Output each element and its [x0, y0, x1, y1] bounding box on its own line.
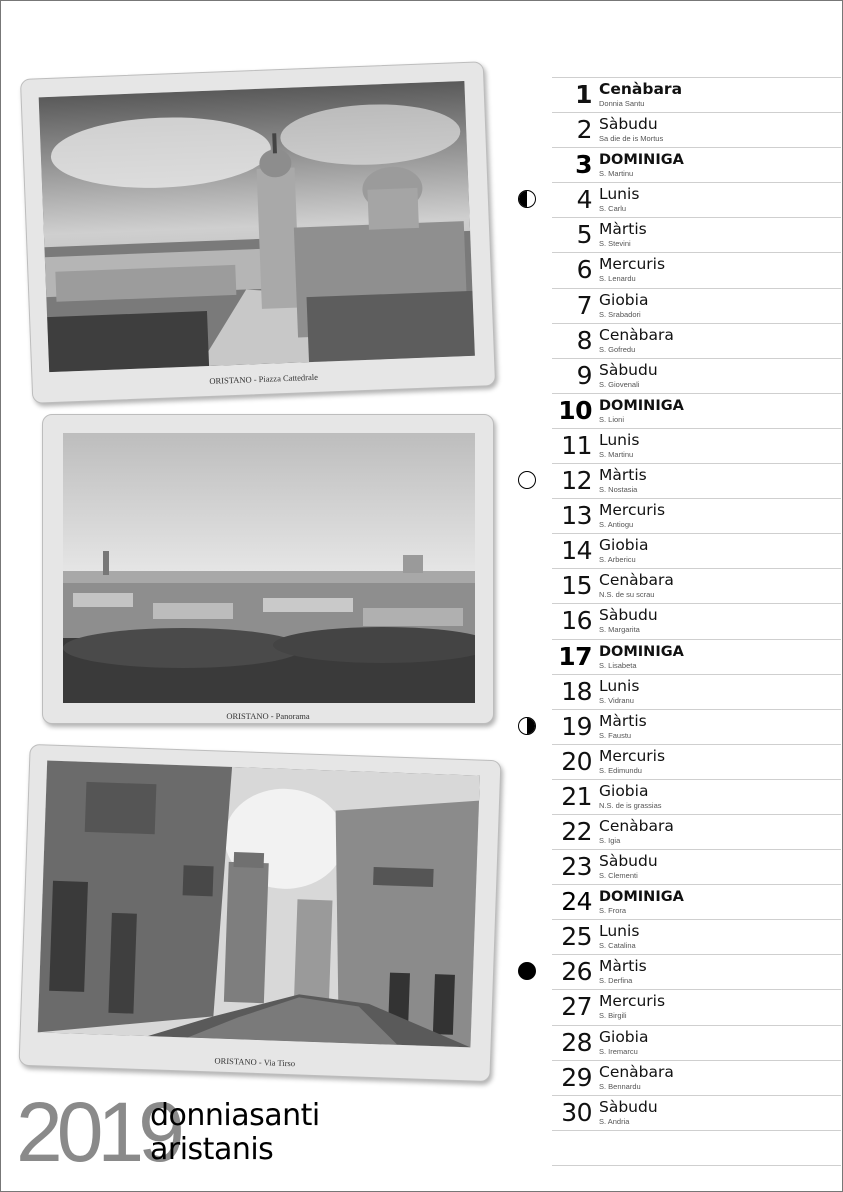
saint-name: S. Srabadori: [599, 309, 641, 319]
day-row: [552, 359, 841, 394]
saint-name: S. Lenardu: [599, 274, 636, 284]
saint-name: S. Margarita: [599, 625, 640, 635]
weekday-name: Giobia: [599, 536, 649, 555]
day-row: [552, 253, 841, 288]
saint-name: S. Giovenali: [599, 379, 640, 389]
day-row: [552, 920, 841, 955]
weekday-name: Sàbudu: [599, 115, 658, 134]
day-row: [552, 675, 841, 710]
day-number: 18: [561, 676, 592, 706]
weekday-name: DOMINIGA: [599, 152, 684, 169]
day-row: [552, 464, 841, 499]
weekday-name: Sàbudu: [599, 606, 658, 625]
saint-name: S. Carlu: [599, 204, 627, 214]
day-row: [552, 394, 841, 429]
day-row: [552, 780, 841, 815]
weekday-name: Cenàbara: [599, 571, 674, 590]
saint-name: N.S. de is grassias: [599, 800, 662, 810]
day-row: [552, 148, 841, 183]
saint-name: S. Derfina: [599, 976, 633, 986]
day-row: [552, 183, 841, 218]
day-row: [552, 78, 841, 113]
calendar-title-line1: donniasanti: [150, 1098, 320, 1133]
saint-name: Donnia Santu: [599, 99, 645, 108]
day-number: 24: [561, 887, 592, 917]
saint-name: S. Andria: [599, 1116, 630, 1126]
photo-panorama: [42, 414, 494, 724]
day-row: [552, 850, 841, 885]
day-number: 25: [561, 922, 592, 952]
day-number: 4: [576, 185, 592, 215]
saint-name: S. Igia: [599, 835, 621, 845]
photo-via-tirso: [19, 744, 502, 1082]
divider: [552, 1131, 841, 1166]
saint-name: S. Lisabeta: [599, 660, 637, 670]
weekday-name: Cenàbara: [599, 816, 674, 835]
day-number: 15: [561, 571, 592, 601]
day-row: [552, 499, 841, 534]
weekday-name: Màrtis: [599, 220, 647, 239]
weekday-name: Lunis: [599, 430, 640, 449]
day-row: [552, 604, 841, 639]
day-number: 3: [575, 150, 592, 180]
day-number: 28: [561, 1027, 592, 1057]
photo-image: [39, 81, 475, 372]
day-row: [552, 990, 841, 1025]
calendar-title-line2: aristanis: [150, 1132, 274, 1167]
day-number: 14: [561, 536, 592, 566]
saint-name: S. Edimundu: [599, 765, 642, 775]
photo-image: [63, 433, 475, 703]
day-row: [552, 885, 841, 920]
weekday-name: Lunis: [599, 676, 640, 695]
day-number: 10: [558, 395, 592, 425]
day-row: [552, 955, 841, 990]
day-number: 9: [576, 360, 592, 390]
weekday-name: Màrtis: [599, 466, 647, 485]
day-number: 6: [576, 255, 592, 285]
saint-name: S. Frora: [599, 906, 627, 916]
weekday-name: Cenàbara: [599, 325, 674, 344]
saint-name: S. Nostasia: [599, 485, 638, 495]
day-list: [552, 77, 841, 1166]
day-number: 13: [561, 501, 592, 531]
photo-caption: ORISTANO - Piazza Cattedrale: [209, 371, 319, 386]
calendar-year: 2019: [16, 1085, 179, 1179]
day-row: [552, 324, 841, 359]
day-number: 26: [561, 957, 592, 987]
day-row: [552, 534, 841, 569]
day-row: [552, 1096, 841, 1131]
day-number: 16: [561, 606, 592, 636]
saint-name: S. Arbericu: [599, 555, 636, 565]
weekday-name: Giobia: [599, 290, 649, 309]
day-row: [552, 1026, 841, 1061]
day-row: [552, 1061, 841, 1096]
last-quarter-icon: [518, 717, 536, 735]
saint-name: S. Martinu: [599, 169, 634, 179]
day-row: [552, 569, 841, 604]
day-number: 5: [576, 220, 592, 250]
saint-name: S. Iremarcu: [599, 1046, 638, 1056]
day-number: 17: [558, 641, 592, 671]
weekday-name: Cenàbara: [599, 1062, 674, 1081]
weekday-name: Lunis: [599, 185, 640, 204]
day-number: 12: [561, 466, 592, 496]
weekday-name: Mercuris: [599, 501, 666, 520]
weekday-name: Cenàbara: [599, 80, 683, 98]
weekday-name: Sàbudu: [599, 360, 658, 379]
saint-name: N.S. de su scrau: [599, 590, 655, 600]
day-number: 11: [561, 430, 592, 460]
day-row: [552, 640, 841, 675]
day-row: [552, 113, 841, 148]
day-row: [552, 429, 841, 464]
weekday-name: Màrtis: [599, 957, 647, 976]
saint-name: S. Bennardu: [599, 1081, 641, 1091]
saint-name: S. Catalina: [599, 941, 636, 951]
day-number: 2: [576, 115, 592, 145]
saint-name: Sa die de is Mortus: [599, 134, 664, 144]
weekday-name: DOMINIGA: [599, 643, 684, 660]
saint-name: S. Vidranu: [599, 695, 634, 705]
day-number: 21: [561, 781, 592, 811]
weekday-name: Mercuris: [599, 992, 666, 1011]
day-number: 27: [561, 992, 592, 1022]
weekday-name: Sàbudu: [599, 1097, 658, 1116]
day-row: [552, 289, 841, 324]
photo-image: [38, 760, 480, 1047]
photo-piazza-cattedrale: [20, 61, 496, 404]
day-number: 8: [576, 325, 592, 355]
saint-name: S. Martinu: [599, 449, 634, 459]
day-number: 19: [561, 711, 592, 741]
first-quarter-icon: [518, 190, 536, 208]
day-row: [552, 218, 841, 253]
saint-name: S. Birgili: [599, 1011, 627, 1021]
weekday-name: Sàbudu: [599, 852, 658, 871]
weekday-name: Mercuris: [599, 255, 666, 274]
saint-name: S. Lioni: [599, 414, 625, 424]
day-number: 29: [561, 1062, 592, 1092]
day-number: 22: [561, 816, 592, 846]
weekday-name: DOMINIGA: [599, 889, 684, 906]
saint-name: S. Faustu: [599, 730, 632, 740]
weekday-name: Giobia: [599, 781, 649, 800]
weekday-name: Giobia: [599, 1027, 649, 1046]
photo-caption: ORISTANO - Via Tirso: [214, 1055, 296, 1069]
weekday-name: Lunis: [599, 922, 640, 941]
photo-caption: ORISTANO - Panorama: [226, 711, 310, 721]
day-row: [552, 815, 841, 850]
day-number: 30: [561, 1097, 592, 1127]
day-number: 1: [575, 80, 592, 109]
full-moon-icon: [518, 471, 536, 489]
weekday-name: DOMINIGA: [599, 397, 684, 414]
saint-name: S. Gofredu: [599, 344, 636, 354]
day-row: [552, 710, 841, 745]
new-moon-icon: [518, 962, 536, 980]
day-row: [552, 745, 841, 780]
day-number: 20: [561, 746, 592, 776]
day-number: 7: [576, 290, 592, 320]
saint-name: S. Clementi: [599, 871, 638, 881]
weekday-name: Mercuris: [599, 746, 666, 765]
day-number: 23: [561, 852, 592, 882]
saint-name: S. Stevini: [599, 239, 631, 249]
saint-name: S. Antiogu: [599, 520, 634, 530]
weekday-name: Màrtis: [599, 711, 647, 730]
